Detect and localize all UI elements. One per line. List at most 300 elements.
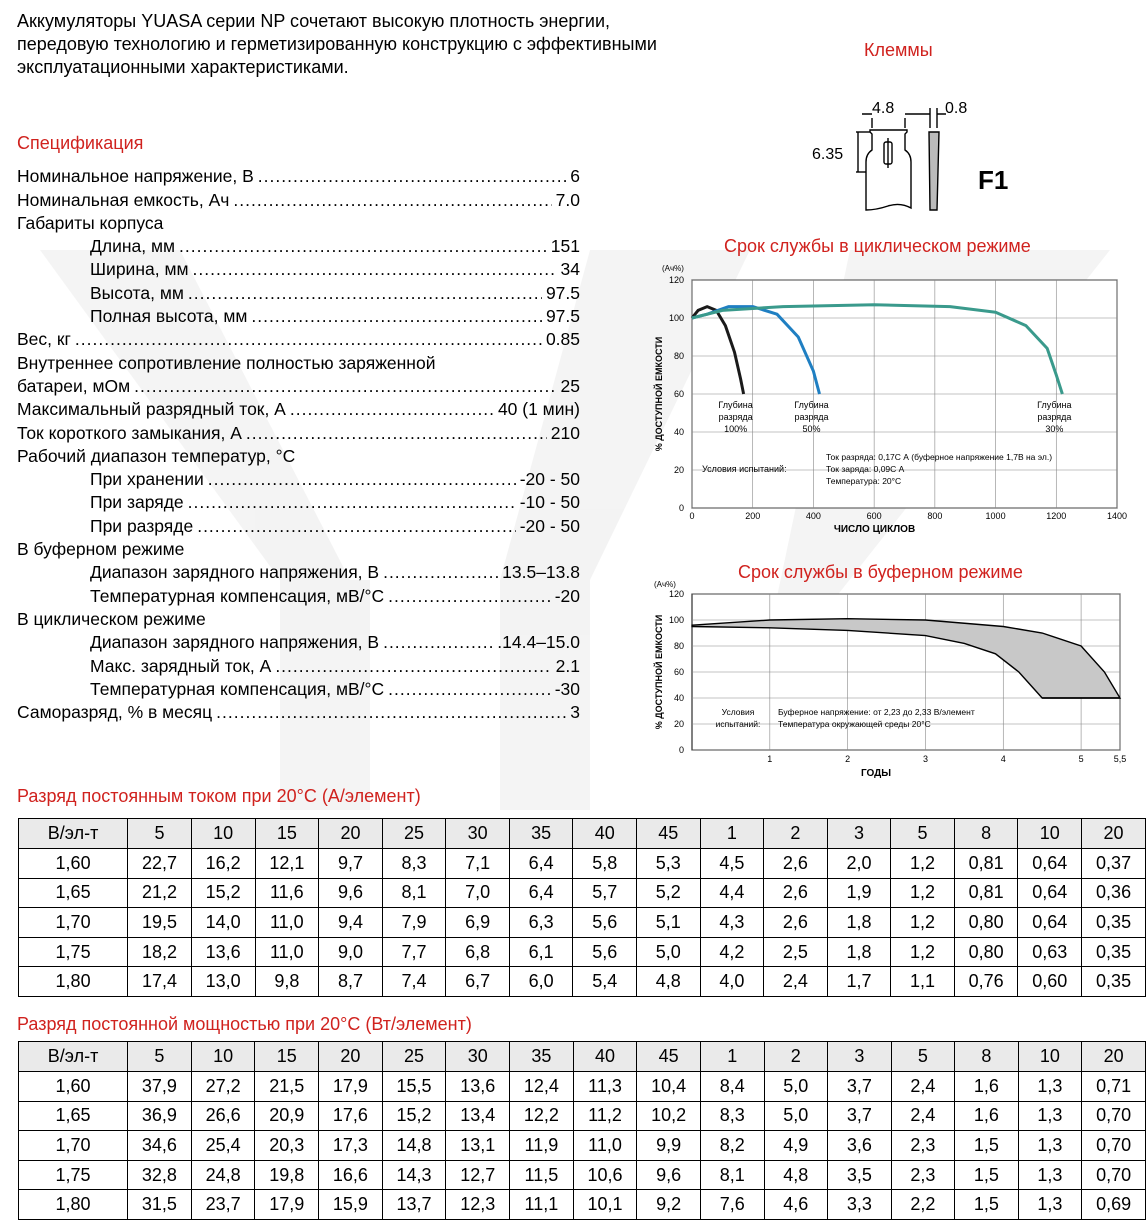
spec-label: Диапазон зарядного напряжения, В [90, 632, 380, 653]
value-cell: 13,6 [446, 1072, 510, 1102]
terminal-dim-thickness: 0.8 [945, 100, 968, 117]
spec-row [17, 304, 587, 327]
value-cell: 9,2 [637, 1190, 701, 1220]
intro-line: эксплуатационными характеристиками. [17, 57, 349, 77]
value-cell: 4,3 [700, 908, 764, 938]
value-cell: 5,1 [636, 908, 700, 938]
spec-value: -20 [554, 585, 580, 606]
y-axis-label: % ДОСТУПНОЙ ЕМКОСТИ [654, 614, 664, 730]
value-cell: 5,4 [573, 967, 637, 997]
unit-label: (Ач%) [654, 580, 676, 589]
value-cell: 8 [954, 819, 1018, 849]
value-cell: 36,9 [128, 1101, 192, 1131]
voltage-cell: 1,60 [19, 849, 128, 879]
value-cell: 40 [573, 1042, 637, 1072]
spec-value: 34 [560, 259, 580, 280]
value-cell: 20,9 [255, 1101, 319, 1131]
value-cell: 9,8 [255, 967, 319, 997]
value-cell: 21,5 [255, 1072, 319, 1102]
spec-leader-dots [246, 423, 547, 444]
value-cell: 30 [446, 1042, 510, 1072]
spec-row [17, 327, 587, 350]
x-tick-label: 1400 [1106, 511, 1128, 521]
value-cell: 20 [319, 1042, 383, 1072]
spec-row [17, 234, 587, 257]
value-cell: 15,2 [382, 1101, 446, 1131]
spec-leader-dots [216, 702, 566, 723]
spec-leader-dots [388, 586, 551, 607]
table-row [19, 878, 1146, 908]
value-cell: 1,5 [955, 1190, 1019, 1220]
series-label: Глубина [718, 400, 753, 410]
value-cell: 34,6 [128, 1131, 192, 1161]
value-cell: 35 [510, 1042, 574, 1072]
x-tick-label: 1000 [985, 511, 1006, 521]
value-cell: 18,2 [128, 937, 192, 967]
y-tick-label: 120 [668, 275, 684, 285]
intro-text [17, 10, 777, 79]
spec-value: 0.85 [545, 329, 580, 350]
value-cell: 0,64 [1018, 849, 1082, 879]
value-cell: 40 [573, 819, 637, 849]
series-label: разряда [794, 412, 829, 422]
spec-label: Саморазряд, % в месяц [17, 702, 213, 723]
value-cell: 1,2 [891, 937, 955, 967]
value-cell: 15 [255, 819, 319, 849]
spec-row [17, 700, 587, 723]
value-cell: 9,4 [319, 908, 383, 938]
value-cell: 3,7 [828, 1101, 892, 1131]
spec-label: Рабочий диапазон температур, °С [17, 445, 296, 466]
value-cell: 8 [955, 1042, 1019, 1072]
spec-label: Внутреннее сопротивление полностью заряженной [17, 352, 436, 373]
spec-row [17, 350, 587, 373]
value-cell: 16,2 [191, 849, 255, 879]
spec-leader-dots [193, 259, 557, 280]
spec-label: При хранении [90, 469, 204, 490]
terminal-type-label: F1 [978, 165, 1009, 195]
voltage-cell: В/эл-т [19, 819, 128, 849]
value-cell: 11,6 [255, 878, 319, 908]
conditions-title: испытаний: [715, 719, 761, 729]
spec-row [17, 280, 587, 303]
value-cell: 2,3 [891, 1160, 955, 1190]
spec-value: -20 - 50 [519, 469, 580, 490]
value-cell: 0,63 [1018, 937, 1082, 967]
value-cell: 1,7 [827, 967, 891, 997]
spec-value: 2.1 [555, 655, 580, 676]
spec-leader-dots [188, 283, 542, 304]
spec-row [17, 490, 587, 513]
spec-row [17, 374, 587, 397]
value-cell: 9,9 [637, 1131, 701, 1161]
value-cell: 13,1 [446, 1131, 510, 1161]
x-tick-label: 5 [1078, 754, 1084, 764]
value-cell: 2 [764, 1042, 828, 1072]
series-label: 30% [1045, 424, 1064, 434]
value-cell: 23,7 [191, 1190, 255, 1220]
value-cell: 16,6 [319, 1160, 383, 1190]
value-cell: 14,8 [382, 1131, 446, 1161]
spec-label: Ток короткого замыкания, А [17, 422, 242, 443]
spec-leader-dots [208, 469, 516, 490]
value-cell: 0,81 [954, 849, 1018, 879]
value-cell: 4,0 [700, 967, 764, 997]
spec-leader-dots [275, 656, 551, 677]
table-row [19, 1131, 1146, 1161]
value-cell: 10,6 [573, 1160, 637, 1190]
spec-label: Вес, кг [17, 329, 71, 350]
value-cell: 9,0 [319, 937, 383, 967]
series-label: Глубина [794, 400, 829, 410]
spec-row [17, 653, 587, 676]
spec-leader-dots [75, 329, 542, 350]
value-cell: 24,8 [191, 1160, 255, 1190]
value-cell: 2,6 [764, 908, 828, 938]
value-cell: 1 [701, 1042, 765, 1072]
series-label: разряда [1037, 412, 1072, 422]
value-cell: 1,6 [955, 1072, 1019, 1102]
spec-label: В буферном режиме [17, 539, 185, 560]
spec-value: 97.5 [545, 306, 580, 327]
spec-leader-dots [188, 492, 516, 513]
spec-leader-dots [134, 376, 556, 397]
y-tick-label: 60 [673, 389, 684, 399]
spec-value: 97.5 [545, 282, 580, 303]
value-cell: 5,3 [636, 849, 700, 879]
value-cell: 17,6 [319, 1101, 383, 1131]
value-cell: 11,5 [510, 1160, 574, 1190]
value-cell: 20 [319, 819, 383, 849]
spec-leader-dots [258, 166, 566, 187]
value-cell: 45 [637, 1042, 701, 1072]
value-cell: 21,2 [128, 878, 192, 908]
voltage-cell: 1,80 [19, 967, 128, 997]
value-cell: 0,76 [954, 967, 1018, 997]
value-cell: 7,6 [701, 1190, 765, 1220]
value-cell: 17,9 [319, 1072, 383, 1102]
spec-value: 7.0 [555, 189, 580, 210]
cycle-life-chart [640, 258, 1140, 538]
value-cell: 17,3 [319, 1131, 383, 1161]
spec-value: 25 [560, 375, 580, 396]
spec-label: Габариты корпуса [17, 212, 164, 233]
value-cell: 3 [828, 1042, 892, 1072]
spec-label: Диапазон зарядного напряжения, В [90, 562, 380, 583]
value-cell: 13,6 [191, 937, 255, 967]
value-cell: 0,64 [1018, 878, 1082, 908]
value-cell: 8,1 [701, 1160, 765, 1190]
value-cell: 11,2 [573, 1101, 637, 1131]
y-tick-label: 40 [673, 427, 684, 437]
value-cell: 2,5 [764, 937, 828, 967]
value-cell: 25,4 [191, 1131, 255, 1161]
value-cell: 6,4 [509, 878, 573, 908]
value-cell: 2,3 [891, 1131, 955, 1161]
y-tick-label: 20 [673, 719, 684, 729]
x-tick-label: 0 [689, 511, 695, 521]
value-cell: 45 [636, 819, 700, 849]
voltage-cell: 1,75 [19, 937, 128, 967]
value-cell: 6,1 [509, 937, 573, 967]
value-cell: 3 [827, 819, 891, 849]
value-cell: 5,0 [764, 1072, 828, 1102]
value-cell: 19,5 [128, 908, 192, 938]
y-tick-label: 60 [673, 667, 684, 677]
y-tick-label: 80 [673, 641, 684, 651]
value-cell: 5 [891, 819, 955, 849]
spec-value: 3 [570, 702, 580, 723]
spec-label: Максимальный разрядный ток, А [17, 399, 286, 420]
value-cell: 1,9 [827, 878, 891, 908]
x-tick-label: 1 [767, 754, 773, 764]
spec-row [17, 583, 587, 606]
value-cell: 6,3 [509, 908, 573, 938]
value-cell: 15 [255, 1042, 319, 1072]
value-cell: 30 [446, 819, 510, 849]
float-chart-title: Срок службы в буферном режиме [738, 562, 1023, 582]
series-label: разряда [718, 412, 753, 422]
value-cell: 11,1 [510, 1190, 574, 1220]
value-cell: 4,8 [636, 967, 700, 997]
conditions-text: Температура окружающей среды 20°С [778, 719, 931, 729]
value-cell: 9,6 [319, 878, 383, 908]
value-cell: 9,6 [637, 1160, 701, 1190]
spec-value: -20 - 50 [519, 515, 580, 536]
x-tick-label: 800 [927, 511, 943, 521]
value-cell: 6,4 [509, 849, 573, 879]
x-axis-label: ГОДЫ [860, 768, 892, 779]
table-row [19, 967, 1146, 997]
value-cell: 20 [1082, 1042, 1146, 1072]
spec-row [17, 397, 587, 420]
value-cell: 11,0 [573, 1131, 637, 1161]
value-cell: 26,6 [191, 1101, 255, 1131]
value-cell: 1,3 [1018, 1072, 1082, 1102]
value-cell: 14,3 [382, 1160, 446, 1190]
intro-line: передовую технологию и герметизированную конструкцию с эффективными [17, 34, 657, 54]
spec-value: 210 [550, 422, 580, 443]
table-row [19, 1190, 1146, 1220]
value-cell: 1 [700, 819, 764, 849]
value-cell: 2,4 [764, 967, 828, 997]
table-row [19, 1072, 1146, 1102]
x-tick-label: 600 [866, 511, 882, 521]
spec-leader-dots [383, 562, 498, 583]
spec-row [17, 444, 587, 467]
spec-row [17, 607, 587, 630]
value-cell: 22,7 [128, 849, 192, 879]
spec-label: батареи, мОм [17, 375, 131, 396]
discharge-current-table [18, 818, 1146, 997]
value-cell: 1,2 [891, 878, 955, 908]
value-cell: 1,1 [891, 967, 955, 997]
spec-label: Высота, мм [90, 282, 184, 303]
value-cell: 4,9 [764, 1131, 828, 1161]
value-cell: 2,4 [891, 1101, 955, 1131]
spec-row [17, 537, 587, 560]
x-tick-label: 400 [805, 511, 821, 521]
spec-leader-dots [251, 306, 542, 327]
value-cell: 19,8 [255, 1160, 319, 1190]
spec-value: -30 [554, 678, 580, 699]
table-row [19, 937, 1146, 967]
spec-label: Ширина, мм [90, 259, 189, 280]
value-cell: 1,3 [1018, 1160, 1082, 1190]
spec-row [17, 257, 587, 280]
value-cell: 1,3 [1018, 1131, 1082, 1161]
value-cell: 0,64 [1018, 908, 1082, 938]
value-cell: 2,6 [764, 878, 828, 908]
voltage-cell: 1,70 [19, 908, 128, 938]
value-cell: 0,80 [954, 937, 1018, 967]
value-cell: 5 [128, 819, 192, 849]
value-cell: 2,2 [891, 1190, 955, 1220]
value-cell: 5,0 [636, 937, 700, 967]
value-cell: 20,3 [255, 1131, 319, 1161]
value-cell: 1,3 [1018, 1190, 1082, 1220]
y-tick-label: 0 [678, 503, 684, 513]
value-cell: 2,4 [891, 1072, 955, 1102]
value-cell: 8,7 [319, 967, 383, 997]
value-cell: 7,0 [446, 878, 510, 908]
voltage-cell: 1,80 [19, 1190, 128, 1220]
voltage-cell: 1,65 [19, 1101, 128, 1131]
x-tick-label: 200 [745, 511, 761, 521]
voltage-cell: 1,65 [19, 878, 128, 908]
value-cell: 10,4 [637, 1072, 701, 1102]
spec-leader-dots [383, 632, 493, 653]
spec-row [17, 211, 587, 234]
spec-label: Макс. зарядный ток, А [90, 655, 272, 676]
value-cell: 10,2 [637, 1101, 701, 1131]
cycle-chart-title: Срок службы в циклическом режиме [724, 236, 1031, 256]
value-cell: 1,5 [955, 1160, 1019, 1190]
value-cell: 0,71 [1082, 1072, 1146, 1102]
value-cell: 8,1 [382, 878, 446, 908]
voltage-cell: 1,60 [19, 1072, 128, 1102]
conditions-title: Условия испытаний: [702, 464, 787, 474]
x-axis-label: ЧИСЛО ЦИКЛОВ [833, 524, 916, 535]
y-tick-label: 80 [673, 351, 684, 361]
spec-leader-dots [197, 516, 515, 537]
terminal-title: Клеммы [864, 40, 933, 60]
value-cell: 7,4 [382, 967, 446, 997]
value-cell: 12,3 [446, 1190, 510, 1220]
value-cell: 11,0 [255, 937, 319, 967]
value-cell: 0,81 [954, 878, 1018, 908]
value-cell: 6,8 [446, 937, 510, 967]
spec-row [17, 420, 587, 443]
value-cell: 3,3 [828, 1190, 892, 1220]
value-cell: 37,9 [128, 1072, 192, 1102]
spec-value: 40 (1 мин) [497, 399, 580, 420]
value-cell: 0,70 [1082, 1160, 1146, 1190]
spec-row [17, 187, 587, 210]
value-cell: 11,9 [510, 1131, 574, 1161]
value-cell: 0,70 [1082, 1101, 1146, 1131]
value-cell: 8,3 [382, 849, 446, 879]
spec-label: В циклическом режиме [17, 608, 206, 629]
value-cell: 12,7 [446, 1160, 510, 1190]
value-cell: 2,6 [764, 849, 828, 879]
value-cell: 32,8 [128, 1160, 192, 1190]
value-cell: 3,5 [828, 1160, 892, 1190]
value-cell: 25 [382, 819, 446, 849]
voltage-cell: 1,75 [19, 1160, 128, 1190]
value-cell: 5,6 [573, 937, 637, 967]
spec-row [17, 560, 587, 583]
value-cell: 1,6 [955, 1101, 1019, 1131]
conditions-text: Температура: 20°С [826, 476, 902, 486]
value-cell: 4,5 [700, 849, 764, 879]
spec-label: Температурная компенсация, мВ/°С [90, 585, 385, 606]
value-cell: 4,8 [764, 1160, 828, 1190]
conditions-text: Ток разряда: 0,17С А (буферное напряжение 1,7В на эл.) [826, 452, 1053, 462]
y-tick-label: 100 [668, 313, 684, 323]
table-current-title: Разряд постоянным током при 20°С (А/элемент) [17, 786, 421, 806]
value-cell: 10 [191, 819, 255, 849]
terminal-drawing [800, 92, 1040, 222]
spec-value: 151 [550, 236, 580, 257]
table-row [19, 1101, 1146, 1131]
value-cell: 8,3 [701, 1101, 765, 1131]
intro-line: Аккумуляторы YUASA серии NP сочетают высокую плотность энергии, [17, 11, 611, 31]
value-cell: 15,2 [191, 878, 255, 908]
x-tick-label: 1200 [1046, 511, 1067, 521]
value-cell: 15,9 [319, 1190, 383, 1220]
x-tick-label: 4 [1000, 754, 1006, 764]
value-cell: 5 [891, 1042, 955, 1072]
x-tick-label: 5,5 [1113, 754, 1127, 764]
y-tick-label: 20 [673, 465, 684, 475]
spec-row [17, 467, 587, 490]
table-header-row [19, 819, 1146, 849]
value-cell: 5,6 [573, 908, 637, 938]
value-cell: 7,9 [382, 908, 446, 938]
value-cell: 5,7 [573, 878, 637, 908]
value-cell: 5 [128, 1042, 192, 1072]
value-cell: 10,1 [573, 1190, 637, 1220]
table-row [19, 1160, 1146, 1190]
spec-label: Полная высота, мм [90, 306, 248, 327]
value-cell: 6,7 [446, 967, 510, 997]
y-tick-label: 100 [668, 615, 684, 625]
spec-label: Длина, мм [90, 236, 176, 257]
value-cell: 10 [1018, 1042, 1082, 1072]
value-cell: 0,60 [1018, 967, 1082, 997]
value-cell: 3,6 [828, 1131, 892, 1161]
value-cell: 12,4 [510, 1072, 574, 1102]
spec-title: Спецификация [17, 133, 144, 153]
value-cell: 2 [764, 819, 828, 849]
value-cell: 8,4 [701, 1072, 765, 1102]
value-cell: 12,2 [510, 1101, 574, 1131]
spec-value: -10 - 50 [519, 492, 580, 513]
value-cell: 1,5 [955, 1131, 1019, 1161]
value-cell: 17,4 [128, 967, 192, 997]
value-cell: 35 [509, 819, 573, 849]
value-cell: 4,6 [764, 1190, 828, 1220]
spec-label: При разряде [90, 515, 194, 536]
spec-leader-dots [179, 236, 547, 257]
value-cell: 13,7 [382, 1190, 446, 1220]
value-cell: 0,80 [954, 908, 1018, 938]
conditions-text: Ток заряда: 0,09С А [826, 464, 905, 474]
value-cell: 7,1 [446, 849, 510, 879]
y-axis-label: % ДОСТУПНОЙ ЕМКОСТИ [654, 336, 664, 452]
value-cell: 0,36 [1082, 878, 1146, 908]
